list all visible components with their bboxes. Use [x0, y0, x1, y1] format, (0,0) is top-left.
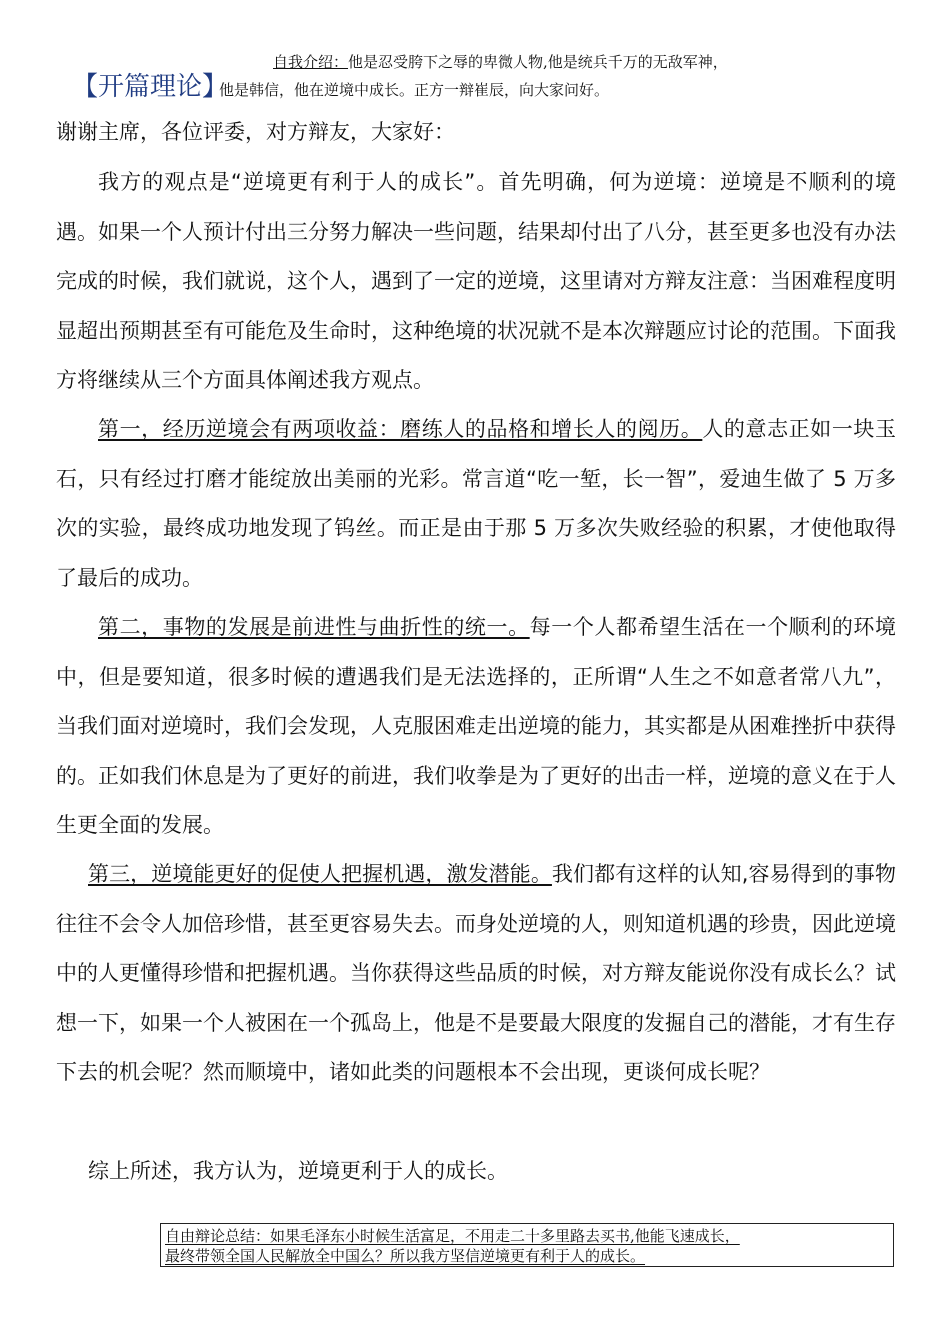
point-two-heading: 第二，事物的发展是前进性与曲折性的统一。 — [98, 615, 530, 639]
paragraph-definition: 我方的观点是“逆境更有利于人的成长”。首先明确，何为逆境：逆境是不顺利的境遇。如果一个人预计付出三分努力解决一些问题，结果却付出了八分，甚至更多也没有办法完成的时候，我们就说，这个人，遇到了一定的逆境，这里请对方辩友注意：当困难程度明显超出预期甚至有可能危及生命时，这种绝境的状况就不是本次辩题应讨论的范围。下面我方将继续从三个方面具体阐述我方观点。 — [56, 170, 896, 392]
summary-line-1: 自由辩论总结：如果毛泽东小时候生活富足，不用走二十多里路去买书,他能飞速成长， — [165, 1227, 740, 1245]
paragraph-point-three — [56, 850, 896, 1098]
greeting: 谢谢主席，各位评委，对方辩友，大家好： — [56, 120, 455, 144]
self-intro-line-2: 他是韩信，他在逆境中成长。正方一辩崔辰，向大家问好。 — [219, 81, 610, 99]
self-intro-text-1: 他是忍受胯下之辱的卑微人物,他是统兵千万的无敌军神， — [348, 53, 728, 71]
point-three-heading: 第三，逆境能更好的促使人把握机遇，激发潜能。 — [88, 862, 552, 886]
point-three-body: 我们都有这样的认知,容易得到的事物往往不会令人加倍珍惜，甚至更容易失去。而身处逆境的人，则知道机遇的珍贵，因此逆境中的人更懂得珍惜和把握机遇。当你获得这些品质的时候，对方辩友能说你没有成长么？试想一下，如果一个人被困在一个孤岛上，他是不是要最大限度的发掘自己的潜能，才有生存下去的机会呢？然而顺境中，诸如此类的问题根本不会出现，更谈何成长呢？ — [56, 862, 896, 1084]
paragraph-point-one — [56, 405, 896, 603]
point-two-body: 每一个人都希望生活在一个顺利的环境中，但是要知道，很多时候的遭遇我们是无法选择的，正所谓“人生之不如意者常八九”，当我们面对逆境时，我们会发现，人克服困难走出逆境的能力，其实都是从困难挫折中获得的。正如我们休息是为了更好的前进，我们收拳是为了更好的出击一样，逆境的意义在于人生更全面的发展。 — [56, 615, 897, 837]
paragraph-conclusion: 综上所述，我方认为，逆境更利于人的成长。 — [88, 1159, 508, 1183]
point-one-body: 人的意志正如一块玉石，只有经过打磨才能绽放出美丽的光彩。常言道“吃一堑，长一智”，爱迪生做了 5 万多次的实验，最终成功地发现了钨丝。而正是由于那 5 万多次失败经验的积累，才使他取得了最后的成功。 — [56, 417, 897, 590]
summary-line-2: 最终带领全国人民解放全中国么？所以我方坚信逆境更有利于人的成长。 — [165, 1247, 646, 1265]
section-title: 【开篇理论】 — [72, 72, 229, 102]
point-one-heading: 第一，经历逆境会有两项收益：磨练人的品格和增长人的阅历。 — [98, 417, 703, 441]
free-debate-summary-box — [160, 1223, 894, 1267]
self-intro-label: 自我介绍： — [273, 53, 349, 71]
paragraph-point-two — [56, 603, 896, 851]
self-intro-line-1 — [273, 52, 728, 72]
